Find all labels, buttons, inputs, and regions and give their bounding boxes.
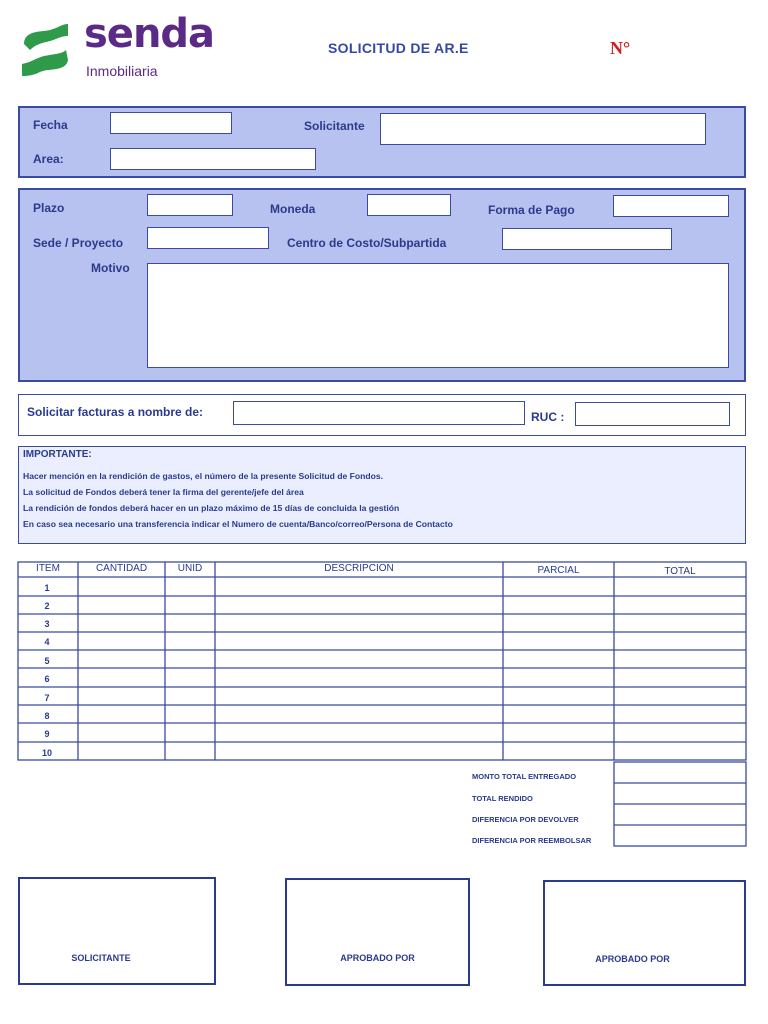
diferencia-devolver-label: DIFERENCIA POR DEVOLVER [472,815,579,824]
item-number: 9 [44,729,50,739]
signature-approver-1-label: APROBADO POR [340,953,415,963]
item-number: 3 [44,619,50,629]
header-parcial: PARCIAL [537,565,580,576]
plazo-label: Plazo [33,201,65,215]
item-number: 5 [44,656,50,666]
moneda-label: Moneda [270,202,316,216]
signature-solicitante-box[interactable] [18,877,216,985]
fecha-label: Fecha [33,118,68,132]
signature-approver-2-label: APROBADO POR [595,954,670,964]
sede-proyecto-label: Sede / Proyecto [33,236,124,250]
monto-total-label: MONTO TOTAL ENTREGADO [472,772,577,781]
logo-subtitle: Inmobiliaria [86,63,158,79]
solicitante-label: Solicitante [304,119,365,133]
centro-costo-label: Centro de Costo/Subpartida [287,236,447,250]
header-unid: UNID [177,563,203,574]
total-rendido-label: TOTAL RENDIDO [472,794,533,803]
item-number: 8 [44,711,50,721]
document-number-label: N° [610,38,631,58]
item-number: 6 [44,674,50,684]
important-line: En caso sea necesario una transferencia indicar el Numero de cuenta/Banco/correo/Persona de Contacto [23,519,453,529]
signature-approver-1-box[interactable] [285,878,470,986]
item-number: 7 [44,693,50,703]
ruc-label: RUC : [531,410,565,424]
diferencia-reembolsar-label: DIFERENCIA POR REEMBOLSAR [472,836,592,845]
signature-solicitante-label: SOLICITANTE [71,953,131,963]
important-line: La rendición de fondos deberá hacer en un plazo máximo de 15 días de concluida la gestión [23,503,400,513]
area-label: Area: [33,152,64,166]
item-number: 2 [44,601,50,611]
important-line: La solicitud de Fondos deberá tener la firma del gerente/jefe del área [23,487,304,497]
item-number: 10 [41,748,52,758]
signature-approver-2-box[interactable] [543,880,746,986]
important-line: Hacer mención en la rendición de gastos, el número de la presente Solicitud de Fondos. [23,471,384,481]
header-descripcion: DESCRIPCION [324,563,394,574]
header-item: ITEM [36,563,60,574]
item-number: 1 [44,583,50,593]
logo-name: senda [84,11,215,57]
invoice-name-label: Solicitar facturas a nombre de: [27,405,204,419]
important-heading: IMPORTANTE: [23,449,92,460]
item-number: 4 [44,637,50,647]
motivo-label: Motivo [91,261,130,275]
header-cantidad: CANTIDAD [95,563,148,574]
forma-pago-label: Forma de Pago [488,203,575,217]
header-total: TOTAL [664,566,696,577]
document-title: SOLICITUD DE AR.E [328,40,469,56]
